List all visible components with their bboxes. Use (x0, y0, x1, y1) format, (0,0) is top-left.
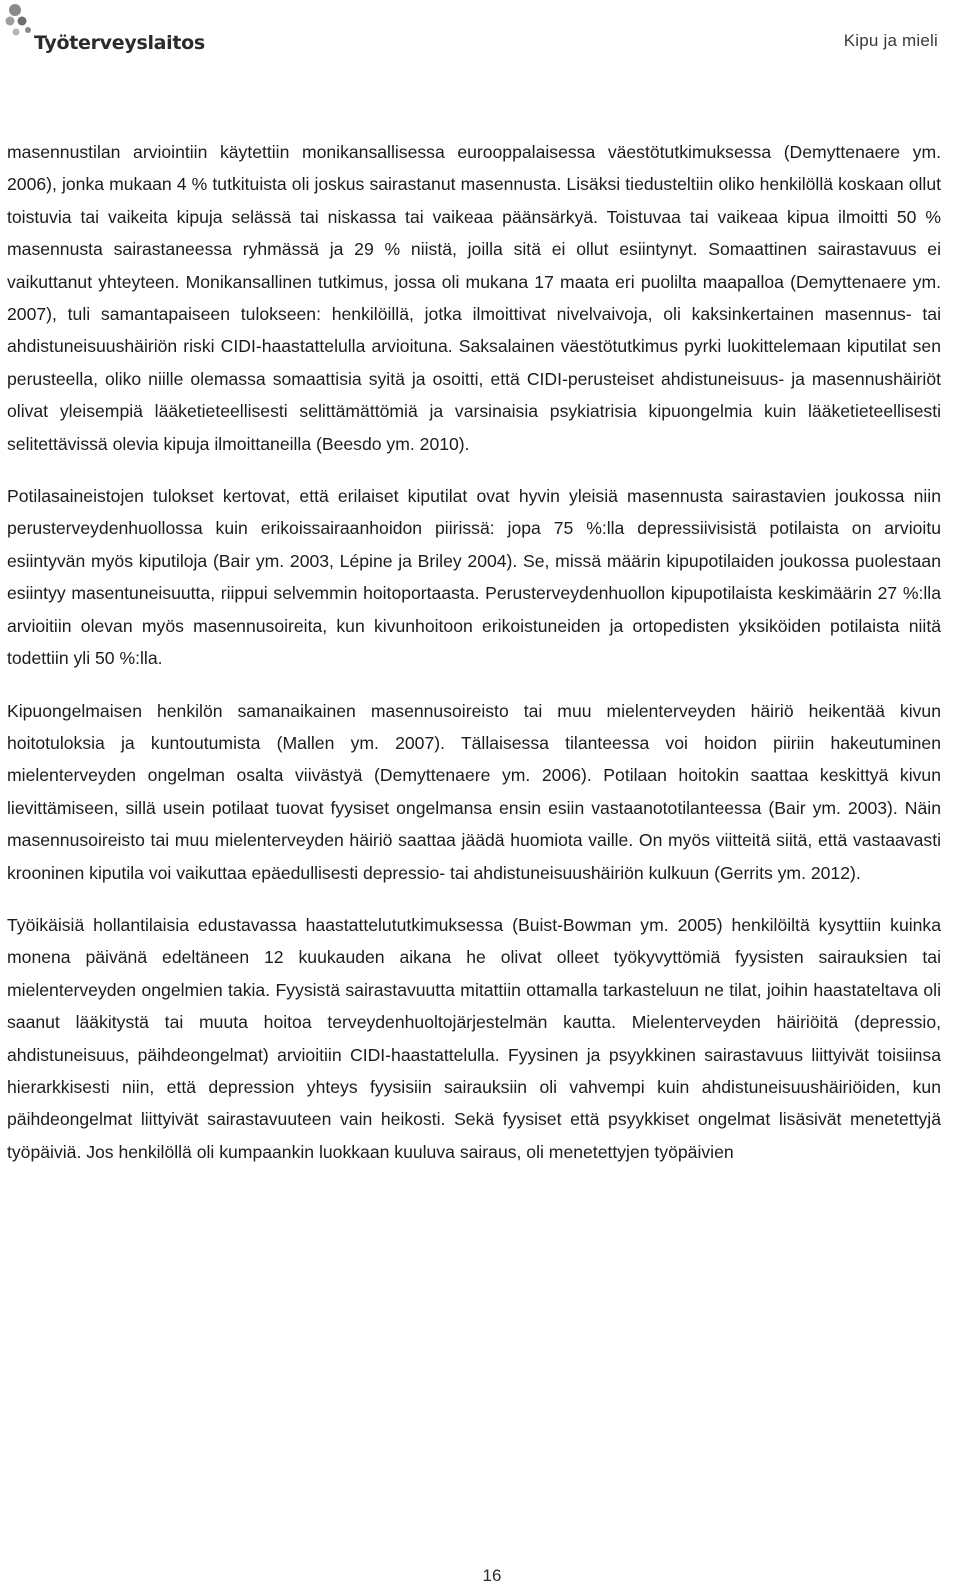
logo-text: Työterveyslaitos (34, 32, 205, 54)
page-number: 16 (482, 1566, 502, 1585)
running-head: Kipu ja mieli (843, 31, 938, 50)
paragraph-1: masennustilan arviointiin käytettiin monikansallisessa eurooppalaisessa väestötutkimuksessa (Demyttenaere ym. 2006), jonka mukaan 4 % tutkituista oli joskus sairastanut masennusta. Lisäksi tiedusteltiin oliko henkilöllä koskaan ollut toistuvia tai vaikeita kipuja selässä tai niskassa tai vaikeaa päänsärkyä. Toistuvaa tai vaikeaa kipua ilmoitti 50 % masennusta sairastaneessa ryhmässä ja 29 % niistä, joilla sitä ei ollut esiintynyt. Somaattinen sairastavuus ei vaikuttanut yhteyteen. Monikansallinen tutkimus, jossa oli mukana 17 maata eri puolilta maapalloa (Demyttenaere ym. 2007), tuli samantapaiseen tulokseen: henkilöillä, jotka ilmoittivat nivelvaivoja, oli kaksinkertainen masennus- tai ahdistuneisuushäiriön riski CIDI-haastattelulla arvioituna. Saksalainen väestötutkimus pyrki luokittelemaan kiputilat sen perusteella, oliko niille olemassa somaattisia syitä ja osoitti, että CIDI-perusteiset ahdistuneisuus- ja masennushäiriöt olivat yleisempiä lääketieteellisesti selittämättömiä ja varsinaisia psykiatrisia kipuongelmia kuin lääketieteellisesti selitettävissä olevia kipuja ilmoittaneilla (Beesdo ym. 2010). (7, 142, 941, 454)
body-text (7, 136, 941, 1188)
paragraph-3: Kipuongelmaisen henkilön samanaikainen masennusoireisto tai muu mielenterveyden häiriö heikentää kivun hoitotuloksia ja kuntoutumista (Mallen ym. 2007). Tällaisessa tilanteessa voi hoidon piiriin hakeutuminen mielenterveyden ongelman osalta viivästyä (Demyttenaere ym. 2006). Potilaan hoitokin saattaa keskittyä kivun lievittämiseen, sillä usein potilaat tuovat fyysiset ongelmansa ensin esiin vastaanototilanteessa (Bair ym. 2003). Näin masennusoireisto tai muu mielenterveyden häiriö saattaa jäädä huomiota vaille. On myös viitteitä siitä, että vastaavasti krooninen kiputila voi vaikuttaa epäedullisesti depressio- tai ahdistuneisuushäiriön kulkuun (Gerrits ym. 2012). (7, 700, 941, 883)
paragraph-4: Työikäisiä hollantilaisia edustavassa haastattelututkimuksessa (Buist-Bowman ym. 2005) henkilöiltä kysyttiin kuinka monena päivänä edeltäneen 12 kuukauden aikana he olivat olleet työkyvyttömiä fyysisten sairauksien tai mielenterveyden ongelmien takia. Fyysistä sairastavuutta mitattiin ottamalla tarkasteluun ne tilat, joihin haastateltava oli saanut lääkitystä tai muuta hoitoa terveydenhuoltojärjestelmän kautta. Mielenterveyden häiriöitä (depressio, ahdistuneisuus, päihdeongelmat) arvioitiin CIDI-haastattelulla. Fyysinen ja psyykkinen sairastavuus liittyivät toisiinsa hierarkkisesti niin, että depression yhteys fyysisiin sairauksiin oli vahvempi kuin ahdistuneisuushäiriöiden, kun päihdeongelmat liittyivät sairastavuuteen vain heikosti. Sekä fyysiset että psyykkiset ongelmat lisäsivät menetettyjä työpäiviä. Jos henkilöllä oli kumpaankin luokkaan kuuluva sairaus, oli menetettyjen työpäivien (7, 914, 941, 1162)
page-header (0, 0, 960, 70)
paragraph-2: Potilasaineistojen tulokset kertovat, että erilaiset kiputilat ovat hyvin yleisiä masennusta sairastavien joukossa niin perusterveydenhuollossa kuin erikoissairaanhoidon piirissä: jopa 75 %:lla depressiivisistä potilaista on arvioitu esiintyvän myös kiputiloja (Bair ym. 2003, Lépine ja Briley 2004). Se, missä määrin kipupotilaiden joukossa puolestaan esiintyy masentuneisuutta, riippui selvemmin hoitoportaasta. Perusterveydenhuollon kipupotilaista keskimäärin 27 %:lla arvioitiin olevan myös masennusoireita, kun kivunhoitoon erikoistuneiden ja ortopedisten yksiköiden potilaista niitä todettiin yli 50 %:lla. (7, 486, 941, 669)
page-footer (0, 1566, 960, 1586)
